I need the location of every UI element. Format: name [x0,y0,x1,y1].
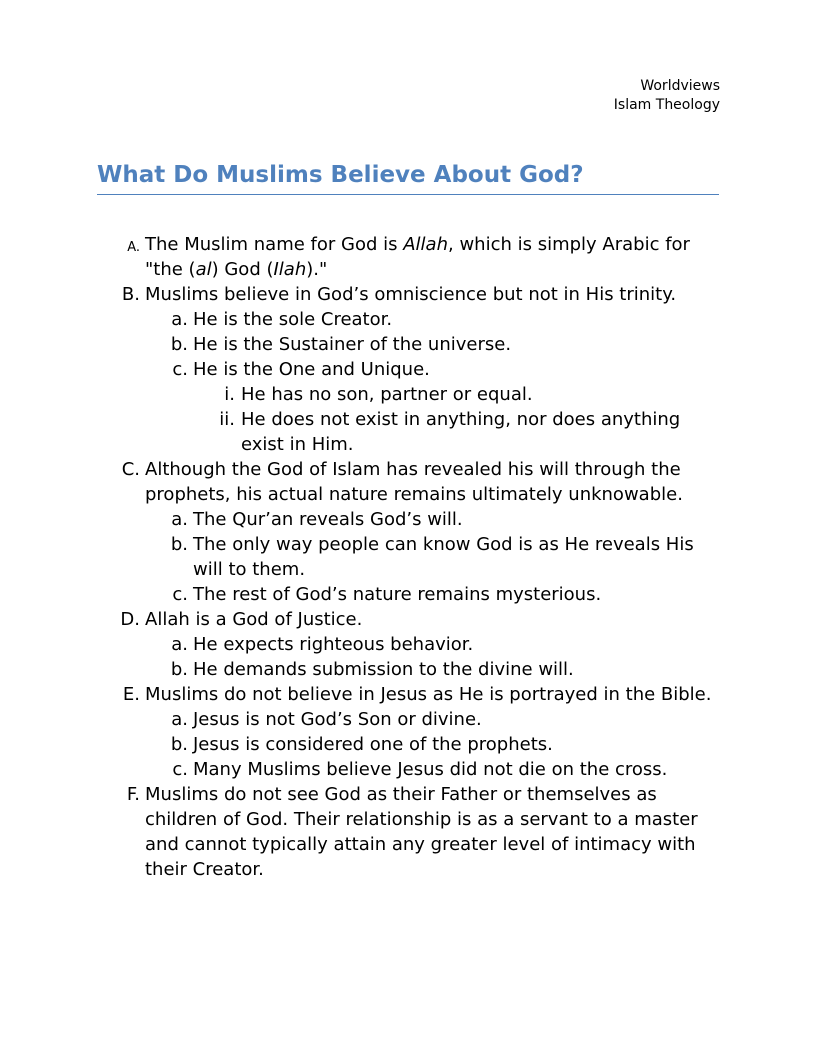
list-label: b. [170,659,188,680]
document-header [614,77,720,115]
list-label: a. [171,634,188,655]
list-text: Jesus is considered one of the prophets. [193,734,553,755]
term-al: al [195,259,212,280]
list-label: a. [171,709,188,730]
list-text: The Qur’an reveals God’s will. [193,509,463,530]
header-line-1: Worldviews [640,78,720,94]
list-label: i. [224,384,235,405]
sub-sub-list-item [0,407,817,457]
sub-list-item [0,532,817,582]
list-text: Although the God of Islam has revealed his will through the prophets, his actual nature remains ultimately unknowable. [145,459,683,505]
sub-list-item [0,632,817,657]
list-label: A. [127,240,140,255]
list-text: Allah is a God of Justice. [145,609,363,630]
list-label: b. [170,734,188,755]
sub-list-item [0,757,817,782]
term-ilah: Ilah [273,259,307,280]
sub-list-item [0,707,817,732]
list-label: E. [122,684,140,705]
list-text: He is the Sustainer of the universe. [193,334,512,355]
list-text: He demands submission to the divine will. [193,659,574,680]
sub-sub-list-item [0,382,817,407]
list-label: a. [171,309,188,330]
list-label: D. [120,609,140,630]
list-text: Muslims believe in God’s omniscience but not in His trinity. [145,284,677,305]
outline-list [0,232,817,882]
list-text: Muslims do not believe in Jesus as He is portrayed in the Bible. [145,684,712,705]
list-item-e [0,682,817,707]
page-title: What Do Muslims Believe About God? [97,162,719,195]
list-label: F. [126,784,140,805]
list-text: He is the One and Unique. [193,359,430,380]
list-text: He expects righteous behavior. [193,634,474,655]
list-label: c. [172,759,188,780]
sub-list-item [0,357,817,382]
sub-list-item [0,657,817,682]
list-text: The Muslim name for God is Allah, which is simply Arabic for "the (al) God (Ilah)." [145,234,690,280]
list-label: C. [121,459,140,480]
sub-list-item [0,507,817,532]
sub-list-item [0,307,817,332]
list-label: c. [172,584,188,605]
list-text: He does not exist in anything, nor does anything exist in Him. [241,409,681,455]
list-label: b. [170,334,188,355]
list-label: a. [171,509,188,530]
list-item-b [0,282,817,307]
list-item-a [0,232,817,282]
sub-list-item [0,582,817,607]
list-item-c [0,457,817,507]
list-label: b. [170,534,188,555]
list-label: c. [172,359,188,380]
sub-list-item [0,332,817,357]
list-text: Many Muslims believe Jesus did not die on the cross. [193,759,668,780]
list-text: The only way people can know God is as He reveals His will to them. [193,534,694,580]
list-text: Jesus is not God’s Son or divine. [193,709,482,730]
list-text: He has no son, partner or equal. [241,384,533,405]
list-item-f [0,782,817,882]
list-text: He is the sole Creator. [193,309,393,330]
header-line-2: Islam Theology [613,97,720,113]
list-item-d [0,607,817,632]
list-label: ii. [219,409,235,430]
list-text: Muslims do not see God as their Father or themselves as children of God. Their relationship is as a servant to a master and cannot typically attain any greater level of intimacy with their Creator. [145,784,698,880]
sub-list-item [0,732,817,757]
list-text: The rest of God’s nature remains mysterious. [193,584,602,605]
list-label: B. [121,284,140,305]
term-allah: Allah [403,234,448,255]
